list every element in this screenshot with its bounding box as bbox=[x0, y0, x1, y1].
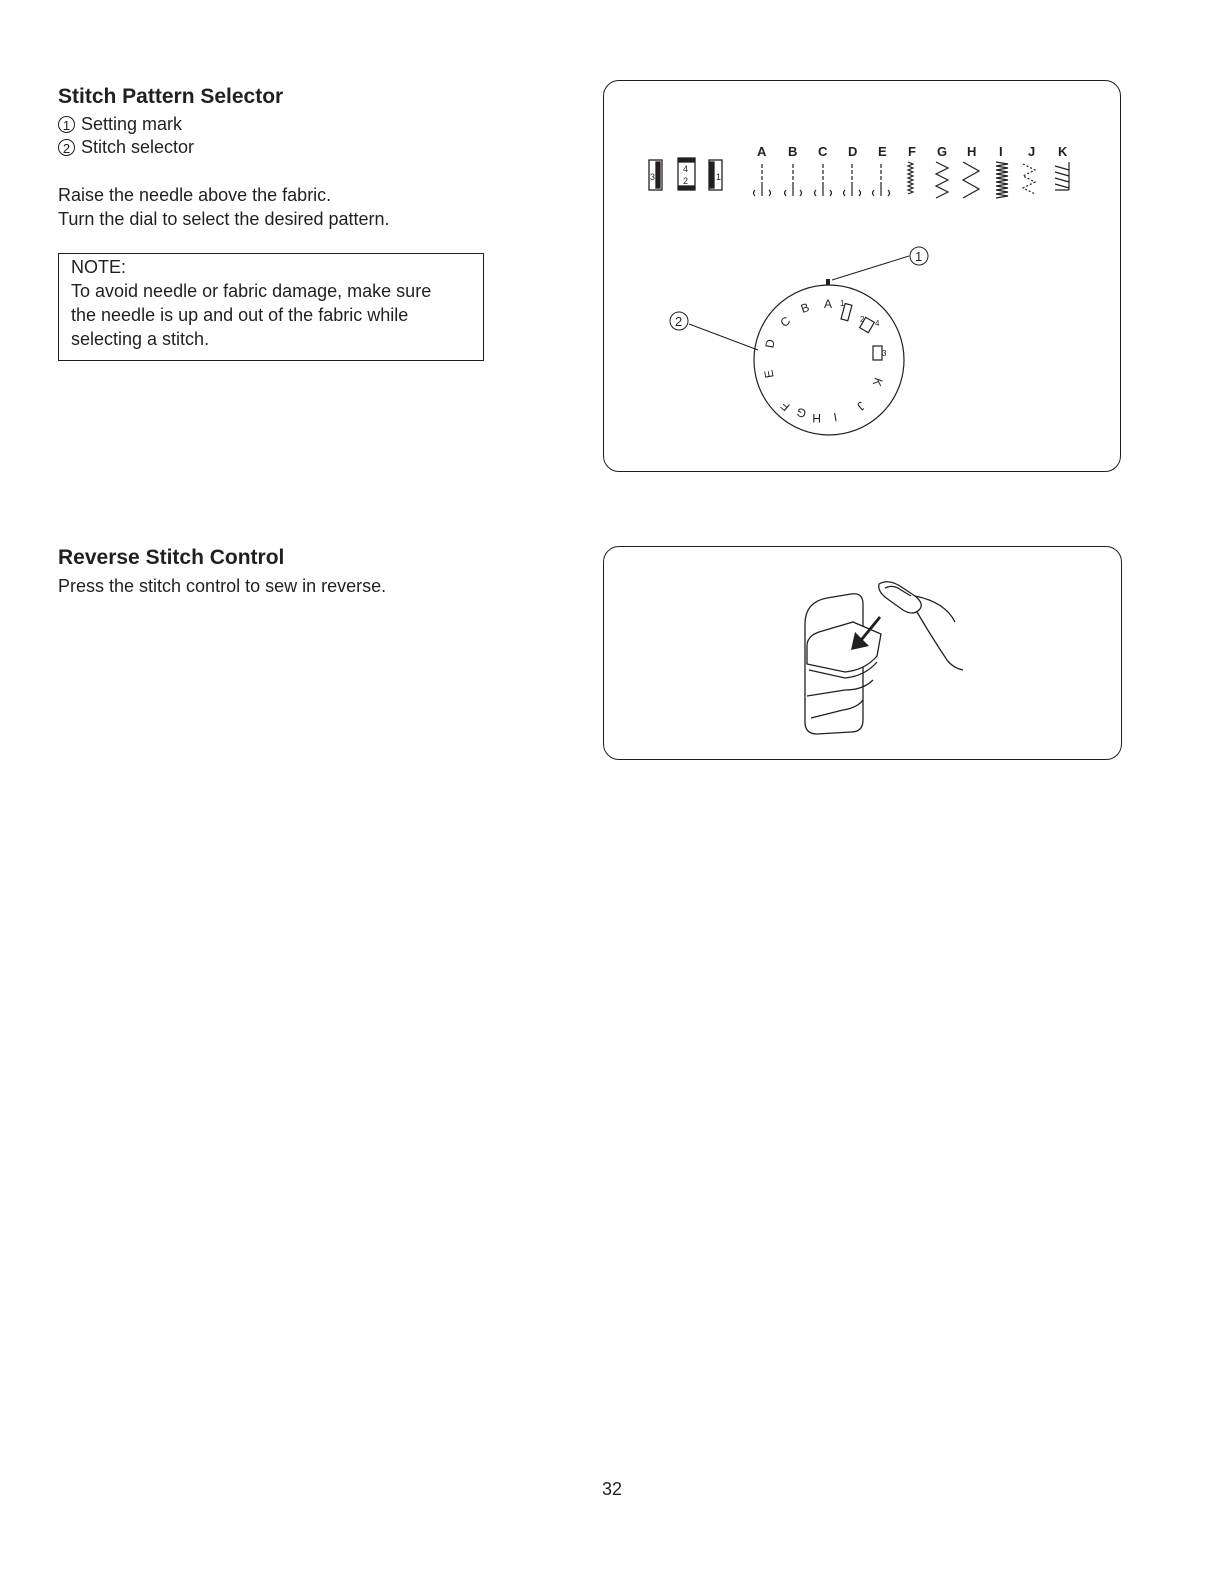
straight-stitch-icon bbox=[873, 164, 890, 196]
setting-mark bbox=[826, 279, 830, 285]
dial-buttonhole-icons bbox=[841, 303, 882, 360]
multi-zigzag-stitch-icon bbox=[1023, 164, 1035, 194]
step-label-3: 3 bbox=[650, 172, 656, 182]
pattern-letter-j: J bbox=[1028, 144, 1036, 159]
callout-label: Setting mark bbox=[81, 114, 183, 134]
pattern-letter-a: A bbox=[757, 144, 767, 159]
dial-letter-b: B bbox=[798, 300, 812, 316]
callout-1-leader-line bbox=[832, 256, 909, 280]
stitch-symbols bbox=[754, 162, 1070, 198]
note-title: NOTE: bbox=[71, 257, 127, 277]
note-line: To avoid needle or fabric damage, make sure bbox=[71, 281, 432, 301]
callout-2-number: 2 bbox=[675, 314, 683, 329]
straight-stitch-icon bbox=[844, 164, 861, 196]
finger-illustration bbox=[879, 582, 963, 670]
reverse-stitch-control-heading: Reverse Stitch Control bbox=[58, 546, 285, 569]
dial-letter-d: D bbox=[762, 338, 778, 350]
callout-2-leader-line bbox=[689, 324, 758, 350]
reverse-stitch-figure bbox=[603, 546, 1122, 760]
dial-step-label-1: 1 bbox=[840, 299, 845, 308]
callout-number: 2 bbox=[58, 139, 75, 156]
pattern-letter-b: B bbox=[788, 144, 798, 159]
note-line: selecting a stitch. bbox=[71, 329, 210, 349]
pattern-letter-i: I bbox=[999, 144, 1003, 159]
stitch-selector-figure bbox=[603, 80, 1121, 472]
dial-step-label-3: 3 bbox=[882, 349, 887, 358]
page-number: 32 bbox=[601, 1479, 623, 1499]
pattern-letters bbox=[757, 144, 1068, 159]
wide-zigzag-stitch-icon bbox=[963, 162, 979, 198]
buttonhole-step-icons bbox=[649, 158, 722, 190]
instruction-line: Turn the dial to select the desired pattern. bbox=[58, 209, 390, 229]
dial-letter-f: F bbox=[777, 398, 793, 414]
pattern-letter-h: H bbox=[967, 144, 977, 159]
zigzag-stitch-icon bbox=[936, 162, 948, 198]
pattern-letter-d: D bbox=[848, 144, 858, 159]
pattern-letter-k: K bbox=[1058, 144, 1068, 159]
straight-stitch-icon bbox=[785, 164, 802, 196]
note-box bbox=[58, 253, 484, 361]
callout-label: Stitch selector bbox=[81, 137, 195, 157]
reverse-stitch-instruction: Press the stitch control to sew in reverse. bbox=[58, 576, 387, 596]
callout-legend-stitch-selector bbox=[58, 137, 194, 158]
straight-stitch-icon bbox=[754, 164, 771, 196]
dial-letter-e: E bbox=[761, 368, 777, 380]
dial-letter-h: H bbox=[812, 411, 821, 425]
dial-letter-g: G bbox=[794, 404, 809, 421]
pattern-letter-c: C bbox=[818, 144, 828, 159]
callout-1-number: 1 bbox=[915, 249, 923, 264]
dial-letter-c: C bbox=[777, 313, 794, 330]
dial-step-label-4: 4 bbox=[875, 319, 880, 328]
callout-legend-setting-mark bbox=[58, 114, 182, 135]
pattern-letter-g: G bbox=[937, 144, 948, 159]
pattern-letter-e: E bbox=[878, 144, 887, 159]
dial-letter-a: A bbox=[824, 297, 833, 311]
note-text bbox=[71, 279, 471, 351]
overlock-stitch-icon bbox=[1055, 162, 1069, 190]
dial-letter-i: I bbox=[832, 409, 839, 425]
dial-letter-j: J bbox=[854, 398, 868, 414]
pattern-letter-f: F bbox=[908, 144, 916, 159]
step-label-4: 4 bbox=[683, 164, 689, 174]
step-label-1: 1 bbox=[716, 172, 722, 182]
note-line: the needle is up and out of the fabric while bbox=[71, 305, 409, 325]
dense-satin-stitch-icon bbox=[996, 162, 1008, 198]
stitch-pattern-selector-heading: Stitch Pattern Selector bbox=[58, 85, 284, 108]
step-label-2: 2 bbox=[683, 176, 689, 186]
dial-step-label-2: 2 bbox=[860, 315, 865, 324]
instruction-line: Raise the needle above the fabric. bbox=[58, 185, 332, 205]
straight-stitch-icon bbox=[815, 164, 832, 196]
satin-stitch-icon bbox=[908, 162, 913, 194]
stitch-selector-dial bbox=[754, 279, 904, 435]
callout-number: 1 bbox=[58, 116, 75, 133]
reverse-button-illustration bbox=[805, 594, 881, 734]
dial-letter-k: K bbox=[869, 375, 886, 389]
